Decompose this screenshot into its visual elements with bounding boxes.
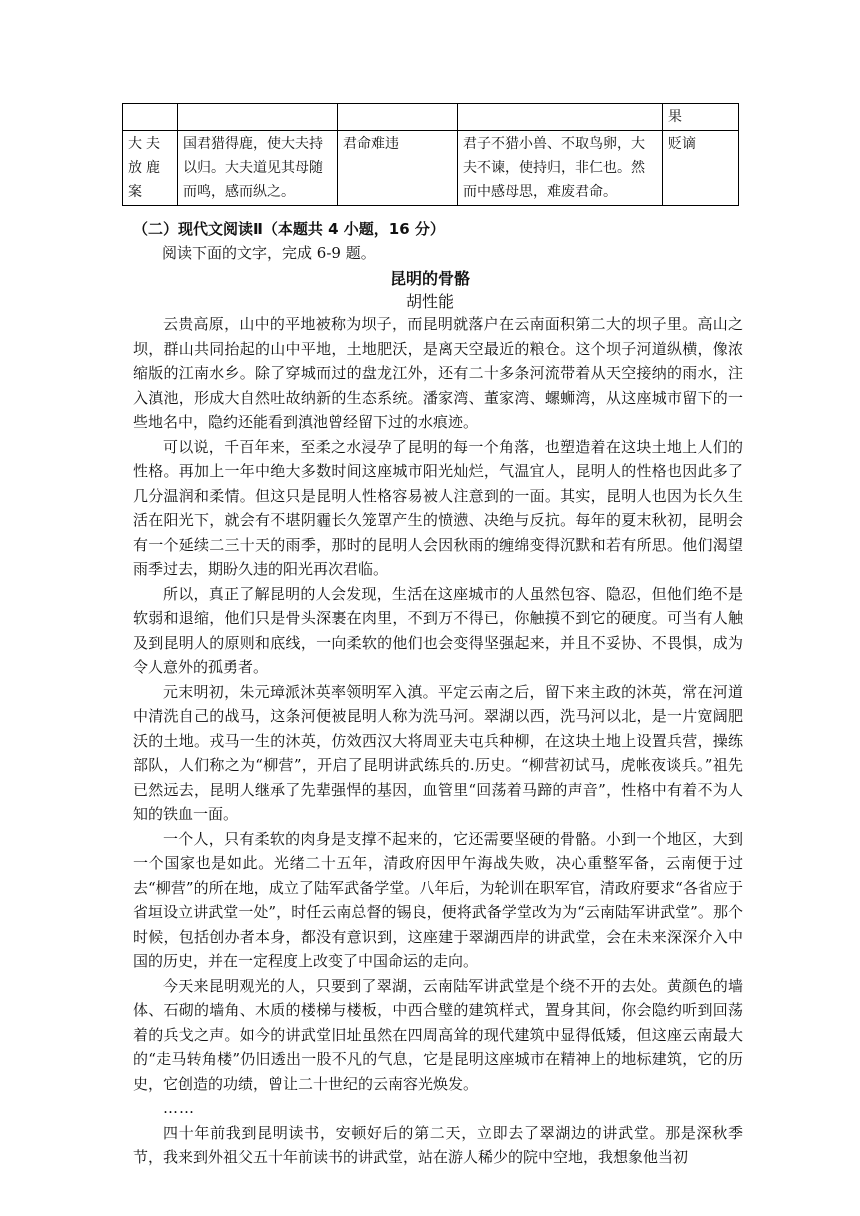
paragraph: 可以说，千百年来，至柔之水浸孕了昆明的每一个角落，也塑造着在这块土地上人们的性格。再加上一年中绝大多数时间这座城市阳光灿烂，气温宜人，昆明人的性格也因此多了几分温润和柔情。但这只是昆明人性格容易被人注意到的一面。其实，昆明人也因为长久生活在阳光下，就会有不堪阴霾长久笼罩产生的愤懑、决绝与反抗。每年的夏末秋初，昆明会有一个延续二三十天的雨季，那时的昆明人会因秋雨的缠绵变得沉默和若有所思。他们渴望雨季过去，期盼久违的阳光再次君临。 [133,437,743,578]
section-instruction: 阅读下面的文字，完成 6-9 题。 [162,244,376,262]
ellipsis: …… [163,1099,195,1117]
paragraph: 四十年前我到昆明读书，安顿好后的第二天，立即去了翠湖边的讲武堂。那是深秋季节，我来到外祖父五十年前读书的讲武堂，站在游人稀少的院中空地，我想象他当初 [133,1123,743,1166]
paragraph: 今天来昆明观光的人，只要到了翠湖，云南陆军讲武堂是个绕不开的去处。黄颜色的墙体、石砌的墙角、木质的楼梯与楼板，中西合璧的建筑样式，置身其间，你会隐约听到回荡着的兵戈之声。如今的讲武堂旧址虽然在四周高耸的现代建筑中显得低矮，但这座云南最大的“走马转角楼”仍旧透出一股不凡的气息，它是昆明这座城市在精神上的地标建筑，它的历史，它创造的功绩，曾让二十世纪的云南容光焕发。 [133,976,743,1093]
table-cell [178,104,338,131]
section-heading: （二）现代文阅读Ⅱ（本题共 4 小题，16 分） [133,220,445,238]
table-cell: 贬谪 [663,131,739,206]
paragraph: 所以，真正了解昆明的人会发现，生活在这座城市的人虽然包容、隐忍，但他们绝不是软弱和退缩，他们只是骨头深裹在肉里，不到万不得已，你触摸不到它的硬度。可当有人触及到昆明人的原则和底线，一向柔软的他们也会变得坚强起来，并且不妥协、不畏惧，成为令人意外的孤勇者。 [133,584,743,676]
table-row [123,104,739,131]
table-cell [338,104,458,131]
table-cell: 国君猎得鹿，使大夫持以归。大夫道见其母随而鸣，感而纵之。 [178,131,338,206]
table-cell [123,104,178,131]
article-author: 胡性能 [405,292,454,311]
article-body [133,312,743,1170]
previous-question-table [122,103,739,206]
table-cell: 君命难违 [338,131,458,206]
paragraph: 一个人，只有柔软的肉身是支撑不起来的，它还需要坚硬的骨骼。小到一个地区，大到一个国家也是如此。光绪二十五年，清政府因甲午海战失败，决心重整军备，云南便于过去“柳营”的所在地，成立了陆军武备学堂。八年后，为轮训在职军官，清政府要求“各省应于省垣设立讲武堂一处”，时任云南总督的锡良，便将武备学堂改为为“云南陆军讲武堂”。那个时候，包括创办者本身，都没有意识到，这座建于翠湖西岸的讲武堂，会在未来深深介入中国的历史，并在一定程度上改变了中国命运的走向。 [133,829,743,970]
table-cell: 大夫放鹿案 [123,131,178,206]
paragraph: 云贵高原，山中的平地被称为坝子，而昆明就落户在云南面积第二大的坝子里。高山之坝，群山共同抬起的山中平地，土地肥沃，是离天空最近的粮仓。这个坝子河道纵横，像浓缩版的江南水乡。除了穿城而过的盘龙江外，还有二十多条河流带着从天空接纳的雨水，注入滇池，形成大自然吐故纳新的生态系统。潘家湾、董家湾、螺蛳湾，从这座城市留下的一些地名中，隐约还能看到滇池曾经留下过的水痕迹。 [133,315,743,431]
paragraph: 元末明初，朱元璋派沐英率领明军入滇。平定云南之后，留下来主政的沐英，常在河道中清洗自己的战马，这条河便被昆明人称为洗马河。翠湖以西，洗马河以北，是一片宽阔肥沃的土地。戎马一生的沐英，仿效西汉大将周亚夫屯兵种柳，在这块土地上设置兵营，操练部队，人们称之为“柳营”，开启了昆明讲武练兵的.历史。“柳营初试马，虎帐夜谈兵。”祖先已然远去，昆明人继承了先辈强悍的基因，血管里“回荡着马蹄的声音”，性格中有着不为人知的铁血一面。 [133,682,743,823]
table-cell: 果 [663,104,739,131]
article-title: 昆明的骨骼 [389,269,470,288]
table-cell: 君子不猎小兽、不取鸟卵，大夫不谏，使持归，非仁也。然而中感母思，难废君命。 [458,131,663,206]
table-cell [458,104,663,131]
table-row [123,131,739,206]
